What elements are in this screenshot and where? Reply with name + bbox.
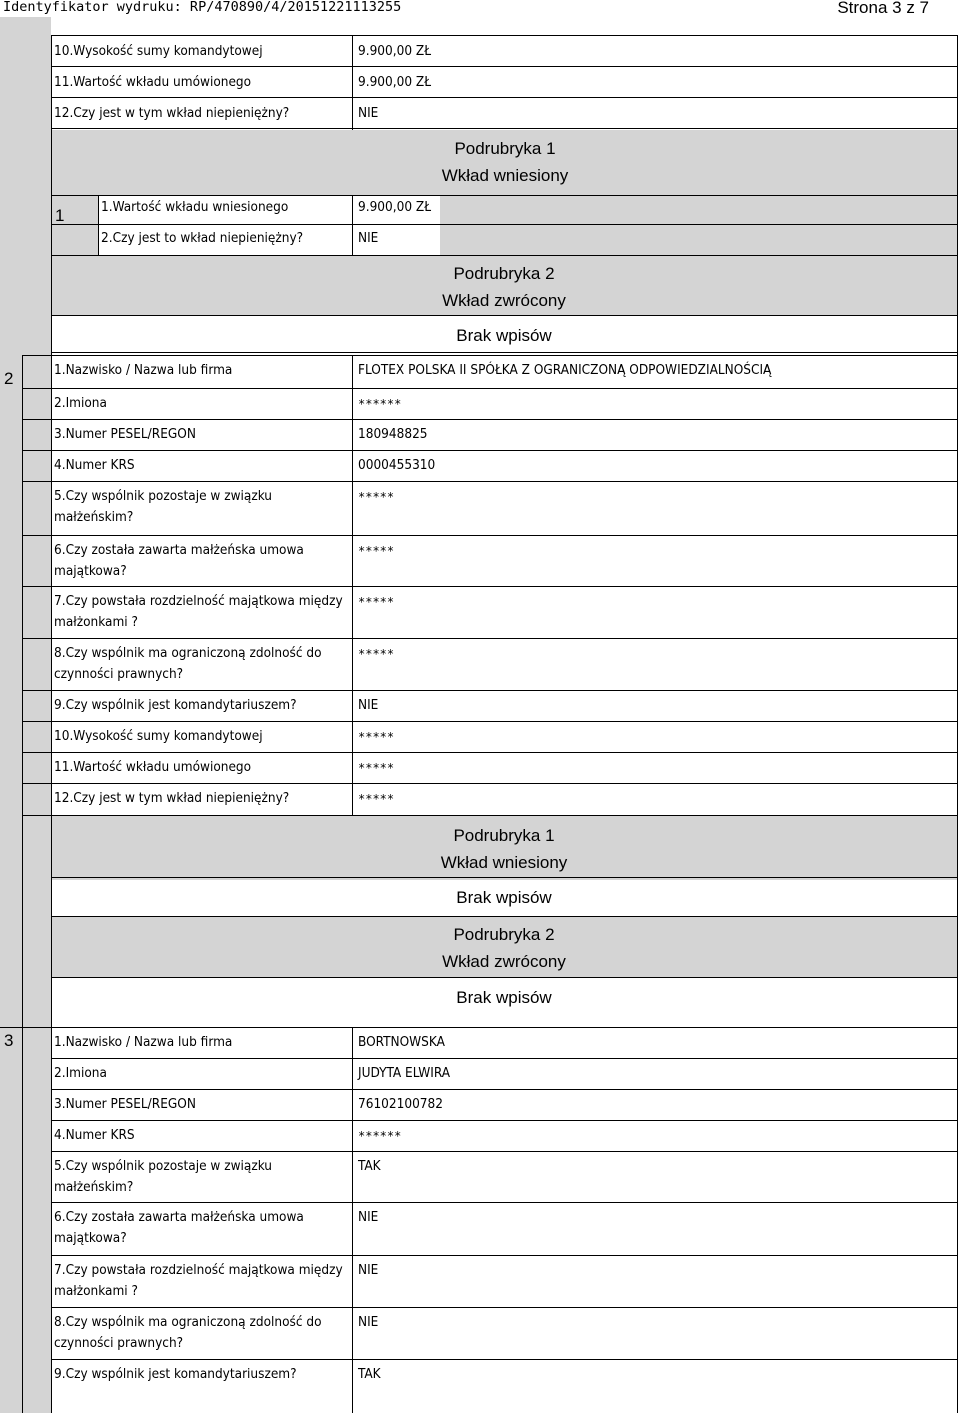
partner2-row-label: 9.Czy wspólnik jest komandytariuszem?	[54, 697, 297, 713]
table-rule	[22, 815, 957, 816]
partner3-row-label: 4.Numer KRS	[54, 1127, 135, 1143]
table-rule	[51, 977, 957, 978]
table-rule	[51, 1058, 957, 1059]
partner2-row-label: 2.Imiona	[54, 395, 107, 411]
partner2-row-value: *****	[358, 647, 395, 661]
partner2-row-value: *****	[358, 761, 395, 775]
partner3-row-value: BORTNOWSKA	[358, 1034, 445, 1050]
table-rule	[22, 586, 957, 587]
entry-number: 1	[55, 206, 65, 225]
table-rule	[22, 721, 957, 722]
partner3-row-label: 7.Czy powstała rozdzielność majątkowa między małżonkami ?	[54, 1262, 343, 1299]
partner3-row-label: 5.Czy wspólnik pozostaje w związku małżeńskim?	[54, 1158, 273, 1195]
entry-row-value: 9.900,00 ZŁ	[358, 199, 432, 215]
entry-row-label: 2.Czy jest to wkład niepieniężny?	[101, 230, 304, 246]
partner2-row-label: 3.Numer PESEL/REGON	[54, 426, 196, 442]
table-rule	[51, 352, 957, 353]
table-rule	[22, 752, 957, 753]
table-rule	[22, 355, 957, 356]
top-row-label: 12.Czy jest w tym wkład niepieniężny?	[54, 105, 290, 121]
table-rule	[352, 1027, 353, 1413]
table-rule	[22, 638, 957, 639]
partner3-row-value: NIE	[358, 1314, 379, 1330]
table-rule	[51, 66, 957, 67]
partner2-row-label: 6.Czy została zawarta małżeńska umowa majątkowa?	[54, 542, 304, 579]
partner2-row-label: 4.Numer KRS	[54, 457, 135, 473]
partner2-row-label: 10.Wysokość sumy komandytowej	[54, 728, 263, 744]
top-row-label: 10.Wysokość sumy komandytowej	[54, 43, 263, 59]
p2-sub1-title: Podrubryka 1	[453, 826, 555, 845]
table-rule	[352, 195, 353, 255]
table-rule	[22, 450, 957, 451]
table-rule	[51, 315, 957, 316]
top-row-value: 9.900,00 ZŁ	[358, 43, 432, 59]
table-rule	[22, 355, 23, 1413]
entry-row-value: NIE	[358, 230, 379, 246]
top-sub1-header-right	[440, 195, 957, 255]
table-rule	[51, 1307, 957, 1308]
partner3-number: 3	[4, 1031, 14, 1050]
partner2-row-value: *****	[358, 792, 395, 806]
p2-sub1-empty: Brak wpisów	[456, 888, 552, 907]
partner2-row-label: 12.Czy jest w tym wkład niepieniężny?	[54, 790, 290, 806]
table-rule	[51, 1359, 957, 1360]
partner2-row-value: ******	[358, 397, 402, 411]
table-rule	[22, 783, 957, 784]
table-rule	[51, 195, 957, 196]
partner3-row-value: TAK	[358, 1158, 381, 1174]
p2-sub2-empty: Brak wpisów	[456, 988, 552, 1007]
top-sub2-subtitle: Wkład zwrócony	[442, 291, 566, 310]
table-rule	[51, 877, 957, 878]
table-rule	[957, 35, 958, 1413]
partner3-row-value: JUDYTA ELWIRA	[358, 1065, 451, 1081]
print-identifier: Identyfikator wydruku: RP/470890/4/20151221113255	[3, 0, 402, 15]
partner2-row-value: 180948825	[358, 426, 428, 442]
partner2-row-label: 7.Czy powstała rozdzielność majątkowa między małżonkami ?	[54, 593, 343, 630]
top-sub2-title: Podrubryka 2	[453, 264, 555, 283]
partner3-row-label: 2.Imiona	[54, 1065, 107, 1081]
table-rule	[51, 35, 957, 36]
partner3-row-label: 9.Czy wspólnik jest komandytariuszem?	[54, 1366, 297, 1382]
table-rule	[51, 35, 52, 1413]
partner2-row-value: FLOTEX POLSKA II SPÓŁKA Z OGRANICZONĄ ODPOWIEDZIALNOŚCIĄ	[358, 362, 772, 378]
partner2-row-value: *****	[358, 544, 395, 558]
top-sub1-title: Podrubryka 1	[454, 139, 556, 158]
partner3-row-value: 76102100782	[358, 1096, 443, 1112]
table-rule	[98, 195, 99, 255]
table-rule	[51, 916, 957, 917]
page-number: Strona 3 z 7	[837, 0, 929, 17]
top-row-label: 11.Wartość wkładu umówionego	[54, 74, 252, 90]
partner3-row-value: ******	[358, 1129, 402, 1143]
partner3-number-column	[0, 1027, 22, 1413]
table-rule	[22, 481, 957, 482]
table-rule	[22, 535, 957, 536]
p2-sub2-subtitle: Wkład zwrócony	[442, 952, 566, 971]
partner3-row-value: NIE	[358, 1209, 379, 1225]
table-rule	[22, 690, 957, 691]
partner2-row-value: *****	[358, 595, 395, 609]
partner2-row-label: 8.Czy wspólnik ma ograniczoną zdolność do czynności prawnych?	[54, 645, 322, 682]
partner2-number: 2	[4, 369, 14, 388]
partner2-row-value: 0000455310	[358, 457, 436, 473]
table-rule	[51, 128, 957, 129]
table-rule	[22, 419, 957, 420]
partner3-row-value: TAK	[358, 1366, 381, 1382]
table-rule	[51, 97, 957, 98]
partner2-row-value: NIE	[358, 697, 379, 713]
table-rule	[51, 1202, 957, 1203]
partner3-row-label: 3.Numer PESEL/REGON	[54, 1096, 196, 1112]
partner3-row-label: 6.Czy została zawarta małżeńska umowa majątkowa?	[54, 1209, 304, 1246]
table-rule	[352, 35, 353, 130]
table-rule	[352, 355, 353, 815]
table-rule	[51, 1151, 957, 1152]
top-row-value: NIE	[358, 105, 379, 121]
table-rule	[51, 255, 957, 256]
partner2-row-label: 11.Wartość wkładu umówionego	[54, 759, 252, 775]
table-rule	[51, 1027, 957, 1028]
partner3-row-label: 1.Nazwisko / Nazwa lub firma	[54, 1034, 233, 1050]
partner2-row-value: *****	[358, 490, 395, 504]
p2-sub1-subtitle: Wkład wniesiony	[440, 853, 568, 872]
table-rule	[51, 1120, 957, 1121]
partner2-row-value: *****	[358, 730, 395, 744]
partner3-row-value: NIE	[358, 1262, 379, 1278]
table-rule	[51, 1255, 957, 1256]
top-sub1-subtitle: Wkład wniesiony	[441, 166, 569, 185]
table-rule	[51, 224, 957, 225]
entry-row-label: 1.Wartość wkładu wniesionego	[101, 199, 289, 215]
partner2-row-label: 5.Czy wspólnik pozostaje w związku małżeńskim?	[54, 488, 273, 525]
p2-sub2-title: Podrubryka 2	[453, 925, 555, 944]
partner2-row-label: 1.Nazwisko / Nazwa lub firma	[54, 362, 233, 378]
top-sub2-empty: Brak wpisów	[456, 326, 552, 345]
table-rule	[22, 388, 957, 389]
partner3-row-label: 8.Czy wspólnik ma ograniczoną zdolność do czynności prawnych?	[54, 1314, 322, 1351]
table-rule	[51, 1089, 957, 1090]
top-row-value: 9.900,00 ZŁ	[358, 74, 432, 90]
